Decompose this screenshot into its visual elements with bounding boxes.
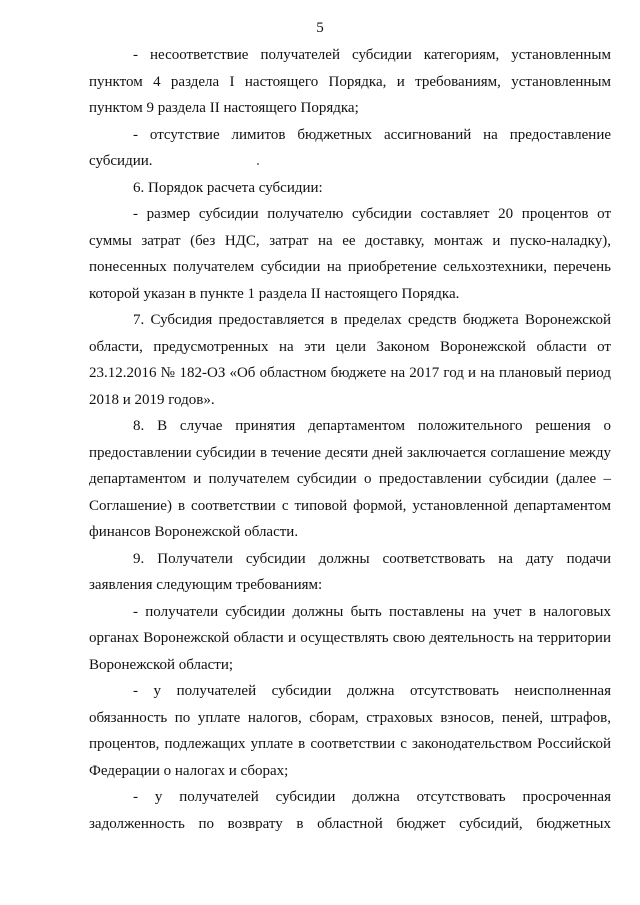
scan-speck [257, 163, 259, 165]
page-number: 5 [316, 20, 324, 36]
paragraph-list-item: - у получателей субсидии должна отсутствовать просроченная задолженность по возврату в областной бюджет субсидий, бюджетных [89, 789, 611, 832]
paragraph-section: 9. Получатели субсидии должны соответствовать на дату подачи заявления следующим требованиям: [89, 550, 611, 593]
paragraph-list-item: - размер субсидии получателю субсидии составляет 20 процентов от суммы затрат (без НДС, затрат на ее доставку, монтаж и пуско-наладку), понесенных получателем субсидии на приобретение сельхозтехники, перечень которой указан в пункте 1 раздела II настоящего Порядка. [89, 206, 611, 302]
paragraph-list-item: - несоответствие получателей субсидии категориям, установленным пунктом 4 раздела I настоящего Порядка, и требованиям, установленным пунктом 9 раздела II настоящего Порядка; [89, 47, 611, 116]
paragraph-list-item: - получатели субсидии должны быть поставлены на учет в налоговых органах Воронежской области и осуществлять свою деятельность на территории Воронежской области; [89, 603, 611, 673]
paragraph-section-heading: 6. Порядок расчета субсидии: [133, 179, 323, 196]
paragraph-section: 8. В случае принятия департаментом положительного решения о предоставлении субсидии в течение десяти дней заключается соглашение между департаментом и получателем субсидии о предоставлении субсидии (далее – Соглашение) в соответствии с типовой формой, установленной департаментом финансов Воронежской области. [89, 418, 611, 540]
paragraph-list-item: - у получателей субсидии должна отсутствовать неисполненная обязанность по уплате налогов, сборам, страховых взносов, пеней, штрафов, процентов, подлежащих уплате в соответствии с законодательством Российской Федерации о налогах и сборах; [89, 683, 611, 779]
paragraph-section: 7. Субсидия предоставляется в пределах средств бюджета Воронежской области, предусмотренных на эти цели Законом Воронежской области от 23.12.2016 № 182-ОЗ «Об областном бюджете на 2017 год и на плановый период 2018 и 2019 годов». [89, 312, 611, 408]
paragraph-list-item: - отсутствие лимитов бюджетных ассигнований на предоставление субсидии. [89, 126, 611, 169]
document-body [89, 42, 611, 837]
